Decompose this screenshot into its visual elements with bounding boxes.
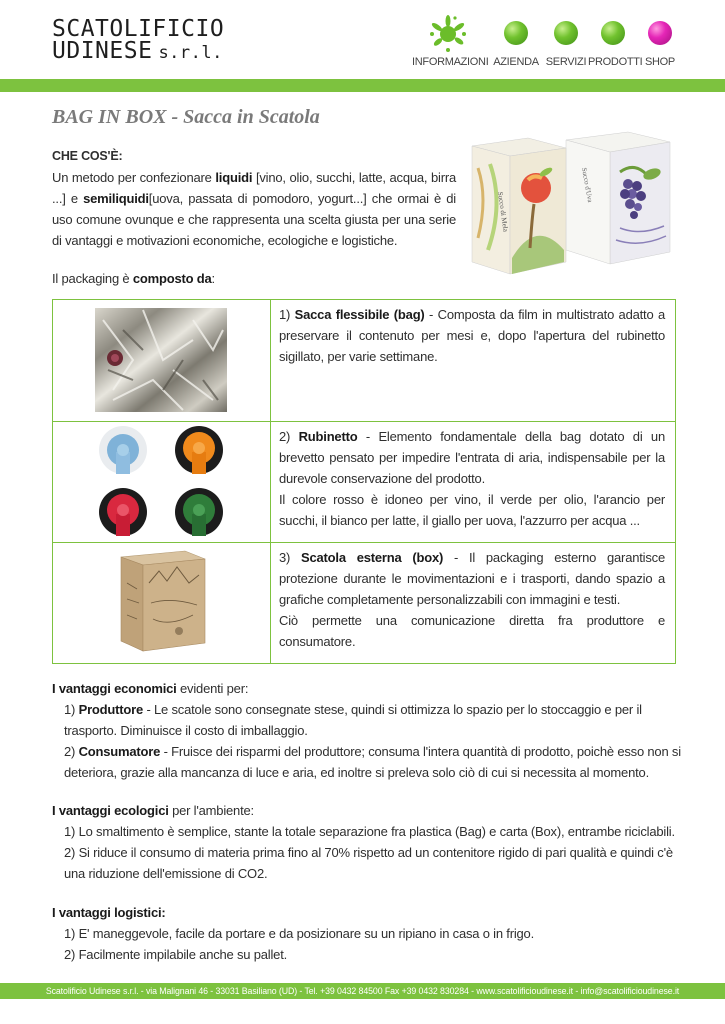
list-item: 2) Si riduce il consumo di materia prima fino al 70% rispetto ad un contenitore rigido di pari qualità e quindi c'è una riduzione dell'emissione di CO2.	[64, 845, 673, 881]
svg-text:Succo di Mela: Succo di Mela	[496, 191, 510, 233]
component-text: - Composta da film in multistrato adatto a preservare il contenuto per mesi e, dopo l'apertura del rubinetto sigillato, per varie settimane.	[279, 307, 665, 364]
intro-bold: semiliquidi	[83, 191, 149, 206]
taps-image	[53, 422, 271, 542]
item-number: 1)	[64, 702, 76, 717]
intro-text: [uova, passata di pomodoro, yogurt...] che ormai è di uso comune ovunque e che rappresenta una scelta giusta per una serie di vantaggi e motivazioni economiche, ecologiche e logistiche.	[52, 191, 456, 248]
nav-azienda[interactable]	[492, 14, 540, 70]
component-name: Scatola esterna (box)	[301, 550, 444, 565]
logo-line2-text: UDINESE	[52, 38, 153, 64]
company-logo[interactable]	[52, 16, 225, 64]
main-nav	[412, 14, 682, 70]
green-splash-icon	[428, 14, 468, 54]
page-title: BAG IN BOX - Sacca in Scatola	[52, 106, 320, 128]
component-text-extra: Il colore rosso è idoneo per vino, il verde per olio, l'arancio per succhi, il bianco per latte, il giallo per uova, l'azzurro per acqua ...	[279, 492, 665, 528]
table-row	[53, 300, 675, 422]
logo-line2	[52, 38, 223, 64]
green-ball-icon	[601, 21, 625, 45]
list-item	[52, 741, 682, 783]
components-table	[52, 299, 676, 664]
logo-suffix: s.r.l.	[158, 43, 223, 63]
footer-contact-bar: Scatolificio Udinese s.r.l. - via Malignani 46 - 33031 Basiliano (UD) - Tel. +39 0432 84500 Fax +39 0432 830284 - www.scatolificioudinese.it - info@scatolificioudinese.it	[0, 983, 725, 999]
economic-advantages	[52, 678, 682, 783]
logo-line1: SCATOLIFICIO	[52, 16, 225, 42]
section-heading-text: evidenti per:	[180, 681, 249, 696]
flexible-bag-image	[53, 300, 271, 421]
pink-ball-icon	[648, 21, 672, 45]
nav-prodotti[interactable]	[588, 14, 643, 70]
component-text-extra: Ciò permette una comunicazione diretta fra produttore e consumatore.	[279, 613, 665, 649]
list-item	[52, 699, 682, 741]
intro-text: e	[70, 191, 78, 206]
section-heading-bold: I vantaggi ecologici	[52, 803, 169, 818]
nav-servizi[interactable]	[544, 14, 588, 70]
component-description	[279, 426, 665, 531]
item-bold: Produttore	[78, 702, 144, 717]
component-description	[279, 304, 665, 367]
section-heading-bold: I vantaggi logistici:	[52, 905, 166, 920]
list-item: 2) Facilmente impilabile anche su pallet.	[64, 947, 288, 962]
section-heading	[52, 678, 682, 699]
component-image-cell	[53, 543, 271, 663]
component-number: 1)	[279, 307, 291, 322]
header-divider	[0, 79, 725, 92]
intro-text: [vino, olio, succhi, latte, acqua, birra ...]	[52, 170, 457, 206]
component-image-cell	[53, 422, 271, 542]
component-name: Rubinetto	[298, 429, 358, 444]
list-item: 1) Lo smaltimento è semplice, stante la totale separazione fra plastica (Bag) e carta (Box), entrambe riciclabili.	[64, 824, 675, 839]
item-text: - Fruisce dei risparmi del produttore; consuma l'intera quantità di prodotto, poichè esso non si deteriora, grazie alla mancanza di luce e aria, ed inoltre si preleva solo ciò di cui si necessita al momento.	[64, 744, 681, 780]
intro-paragraph	[52, 167, 456, 251]
intro-heading: CHE COS'È:	[52, 149, 123, 163]
packaging-colon: :	[211, 271, 215, 286]
item-text: - Le scatole sono consegnate stese, quindi si ottimizza lo spazio per lo stoccaggio e per il trasporto. Diminuisce il costo di imballaggio.	[64, 702, 642, 738]
component-number: 2)	[279, 429, 291, 444]
table-row	[53, 543, 675, 663]
item-number: 2)	[64, 744, 76, 759]
section-heading-bold: I vantaggi economici	[52, 681, 177, 696]
intro-bold: liquidi	[215, 170, 253, 185]
packaging-intro	[52, 268, 215, 289]
component-name: Sacca flessibile (bag)	[294, 307, 425, 322]
nav-label: SERVIZI	[545, 56, 587, 68]
intro-section	[52, 146, 456, 251]
component-text: - Elemento fondamentale della bag dotato di un brevetto pensato per impedire l'entrata di aria, indispensabile per la durevole conservazione del prodotto.	[279, 429, 665, 486]
green-ball-icon	[554, 21, 578, 45]
nav-label: PRODOTTI	[588, 56, 643, 68]
table-row	[53, 422, 675, 543]
svg-text:Succo d'Uva: Succo d'Uva	[580, 166, 595, 204]
bag-in-box-product-image	[470, 128, 680, 278]
logistic-advantages	[52, 902, 682, 965]
component-image-cell	[53, 300, 271, 421]
green-ball-icon	[504, 21, 528, 45]
section-heading	[52, 902, 682, 923]
nav-informazioni[interactable]	[412, 14, 489, 70]
component-number: 3)	[279, 550, 291, 565]
section-heading-text: per l'ambiente:	[172, 803, 254, 818]
intro-text: Un metodo per confezionare	[52, 170, 212, 185]
item-bold: Consumatore	[78, 744, 161, 759]
section-heading	[52, 800, 682, 821]
cardboard-box-image	[53, 543, 271, 663]
ecological-advantages	[52, 800, 682, 884]
component-text: - Il packaging esterno garantisce protezione durante le movimentazioni e i trasporti, dando spazio a grafiche completamente personalizzabili con immagini e testi.	[279, 550, 665, 607]
nav-label: AZIENDA	[493, 56, 539, 68]
packaging-text: Il packaging è	[52, 271, 130, 286]
list-item: 1) E' maneggevole, facile da portare e da posizionare su un ripiano in casa o in frigo.	[64, 926, 534, 941]
component-description	[279, 547, 665, 652]
nav-shop[interactable]	[644, 14, 676, 70]
nav-label: SHOP	[645, 56, 675, 68]
packaging-bold: composto da	[132, 271, 212, 286]
nav-label: INFORMAZIONI	[412, 56, 489, 68]
